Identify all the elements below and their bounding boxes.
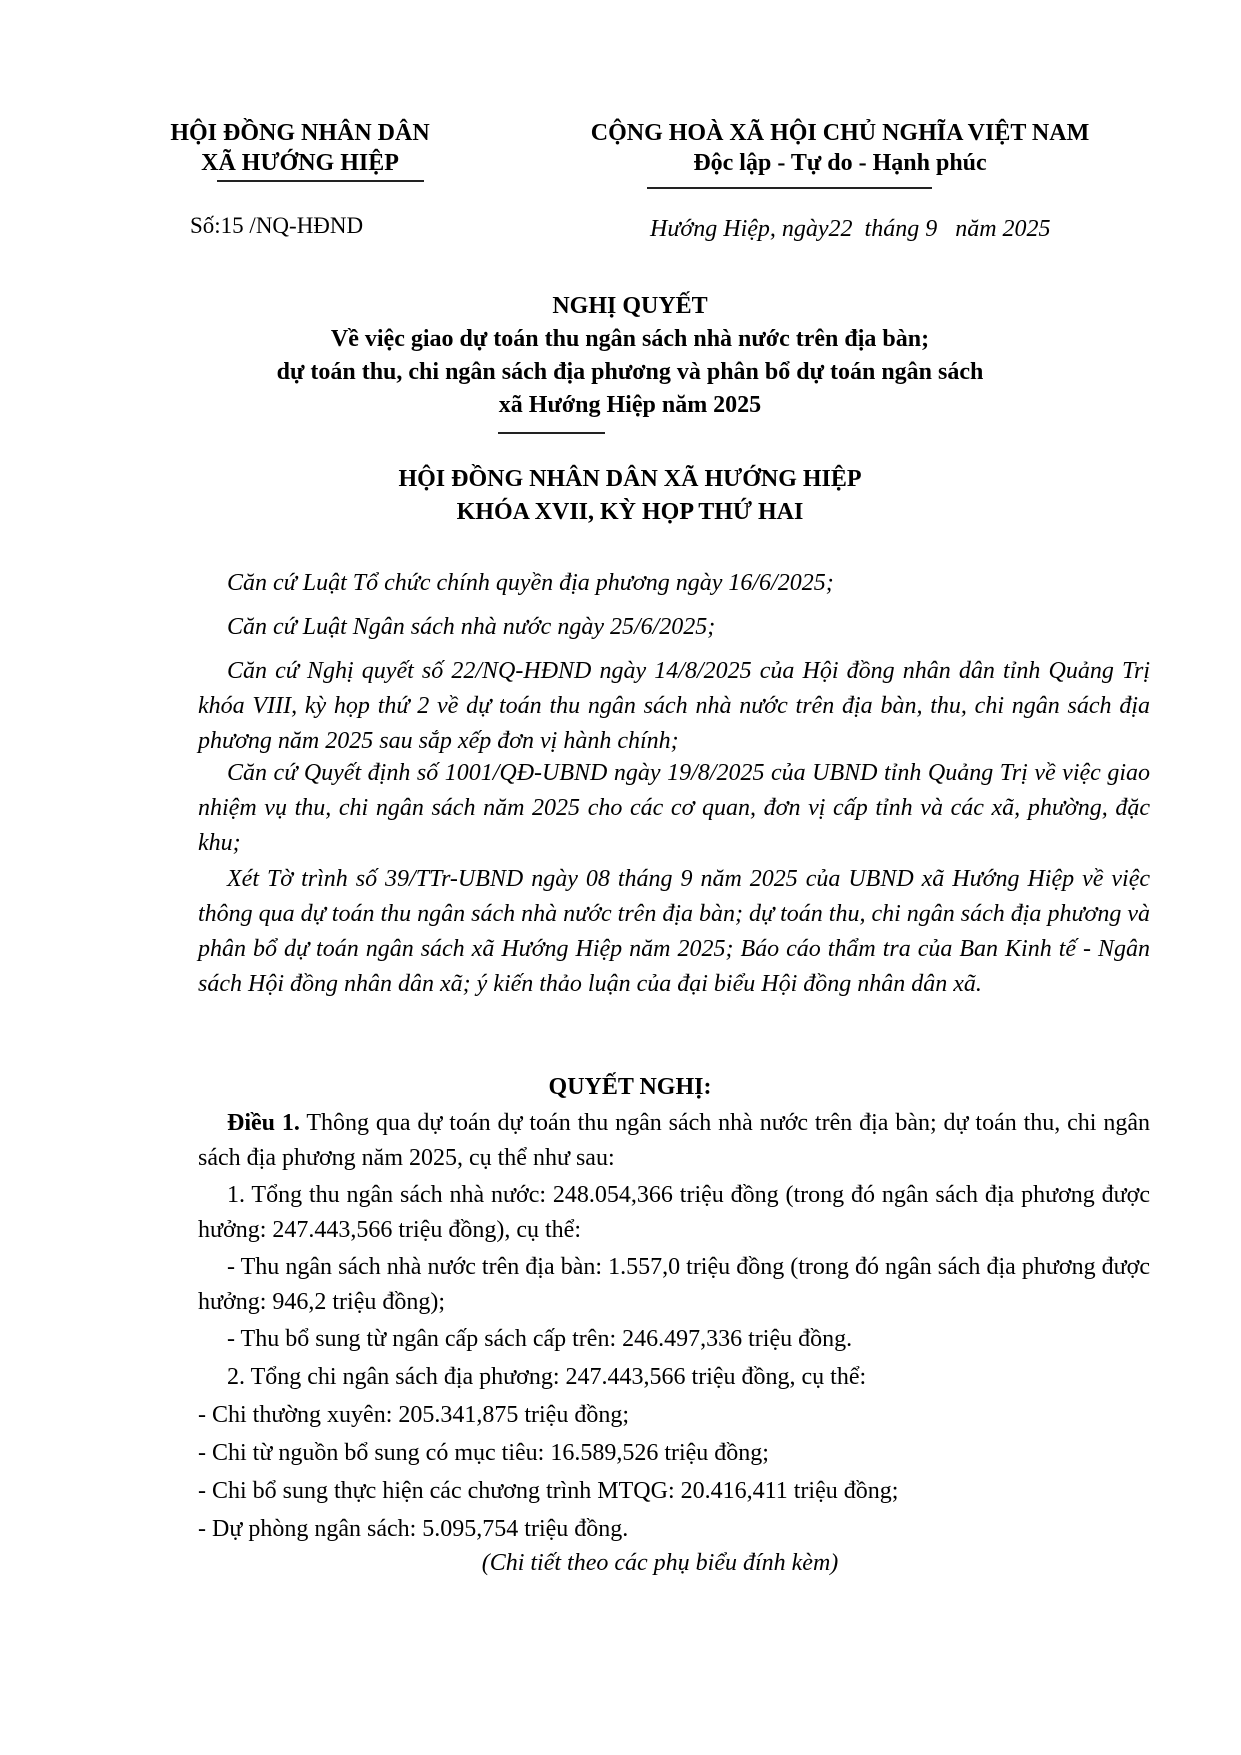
- revenue-total: 1. Tổng thu ngân sách nhà nước: 248.054,366 triệu đồng (trong đó ngân sách địa phương được hưởng: 247.443,566 triệu đồng), cụ thể:: [198, 1182, 1150, 1243]
- title-underline: [498, 432, 605, 434]
- appendix-note: (Chi tiết theo các phụ biểu đính kèm): [481, 1550, 839, 1576]
- issuing-body: [140, 118, 460, 178]
- preamble-item: Căn cứ Nghị quyết số 22/NQ-HĐND ngày 14/8/2025 của Hội đồng nhân dân tỉnh Quảng Trị khóa VIII, kỳ họp thứ 2 về dự toán thu ngân sách nhà nước trên địa bàn, thu, chi ngân sách địa phương năm 2025 sau sắp xếp đơn vị hành chính;: [198, 658, 1150, 754]
- resolution-heading: QUYẾT NGHỊ:: [548, 1074, 712, 1100]
- article-1: [198, 1106, 1150, 1176]
- council-line2: KHÓA XVII, KỲ HỌP THỨ HAI: [456, 499, 804, 525]
- national-name: CỘNG HOÀ XÃ HỘI CHỦ NGHĨA VIỆT NAM: [590, 120, 1090, 146]
- title-line2: dự toán thu, chi ngân sách địa phương và phân bổ dự toán ngân sách: [276, 359, 984, 385]
- expenditure-regular: - Chi thường xuyên: 205.341,875 triệu đồng;: [198, 1402, 630, 1428]
- place-date: Hướng Hiệp, ngày22 tháng 9 năm 2025: [650, 216, 1051, 242]
- title-line3: xã Hướng Hiệp năm 2025: [498, 392, 762, 418]
- national-motto: [540, 118, 1140, 178]
- expenditure-reserve: - Dự phòng ngân sách: 5.095,754 triệu đồng.: [198, 1516, 629, 1542]
- council-line1: HỘI ĐỒNG NHÂN DÂN XÃ HƯỚNG HIỆP: [398, 466, 862, 492]
- article-1-label: Điều 1.: [227, 1110, 300, 1136]
- expenditure-targeted: - Chi từ nguồn bổ sung có mục tiêu: 16.589,526 triệu đồng;: [198, 1440, 769, 1466]
- preamble-item: Căn cứ Luật Ngân sách nhà nước ngày 25/6/2025;: [227, 614, 716, 640]
- council-heading: [160, 463, 1100, 529]
- motto-underline: [647, 187, 932, 189]
- expenditure-total: 2. Tổng chi ngân sách địa phương: 247.443,566 triệu đồng, cụ thể:: [227, 1364, 867, 1390]
- preamble-item: Xét Tờ trình số 39/TTr-UBND ngày 08 tháng 9 năm 2025 của UBND xã Hướng Hiệp về việc thông qua dự toán thu ngân sách nhà nước trên địa bàn; dự toán thu, chi ngân sách địa phương và phân bổ dự toán ngân sách xã Hướng Hiệp năm 2025; Báo cáo thẩm tra của Ban Kinh tế - Ngân sách Hội đồng nhân dân xã; ý kiến thảo luận của đại biểu Hội đồng nhân dân xã.: [198, 866, 1150, 997]
- preamble-item: Căn cứ Luật Tổ chức chính quyền địa phương ngày 16/6/2025;: [227, 570, 834, 596]
- title-line1: Về việc giao dự toán thu ngân sách nhà nước trên địa bàn;: [330, 326, 930, 352]
- document-title: [160, 290, 1100, 422]
- issuing-body-line2: XÃ HƯỚNG HIỆP: [201, 150, 399, 176]
- expenditure-mtqg: - Chi bổ sung thực hiện các chương trình MTQG: 20.416,411 triệu đồng;: [198, 1478, 899, 1504]
- issuing-body-line1: HỘI ĐỒNG NHÂN DÂN: [170, 120, 430, 146]
- revenue-supplement: - Thu bổ sung từ ngân cấp sách cấp trên: 246.497,336 triệu đồng.: [227, 1326, 853, 1352]
- preamble-item: Căn cứ Quyết định số 1001/QĐ-UBND ngày 19/8/2025 của UBND tỉnh Quảng Trị về việc giao nhiệm vụ thu, chi ngân sách năm 2025 cho các cơ quan, đơn vị cấp tỉnh và các xã, phường, đặc khu;: [198, 760, 1150, 856]
- title-heading: NGHỊ QUYẾT: [552, 293, 708, 319]
- revenue-local: - Thu ngân sách nhà nước trên địa bàn: 1.557,0 triệu đồng (trong đó ngân sách địa phương được hưởng: 946,2 triệu đồng);: [198, 1254, 1150, 1315]
- article-1-text: Thông qua dự toán dự toán thu ngân sách nhà nước trên địa bàn; dự toán thu, chi ngân sách địa phương năm 2025, cụ thể như sau:: [198, 1110, 1151, 1171]
- motto: Độc lập - Tự do - Hạnh phúc: [693, 150, 987, 176]
- document-number: Số:15 /NQ-HĐND: [190, 213, 364, 238]
- issuing-body-underline: [217, 180, 424, 182]
